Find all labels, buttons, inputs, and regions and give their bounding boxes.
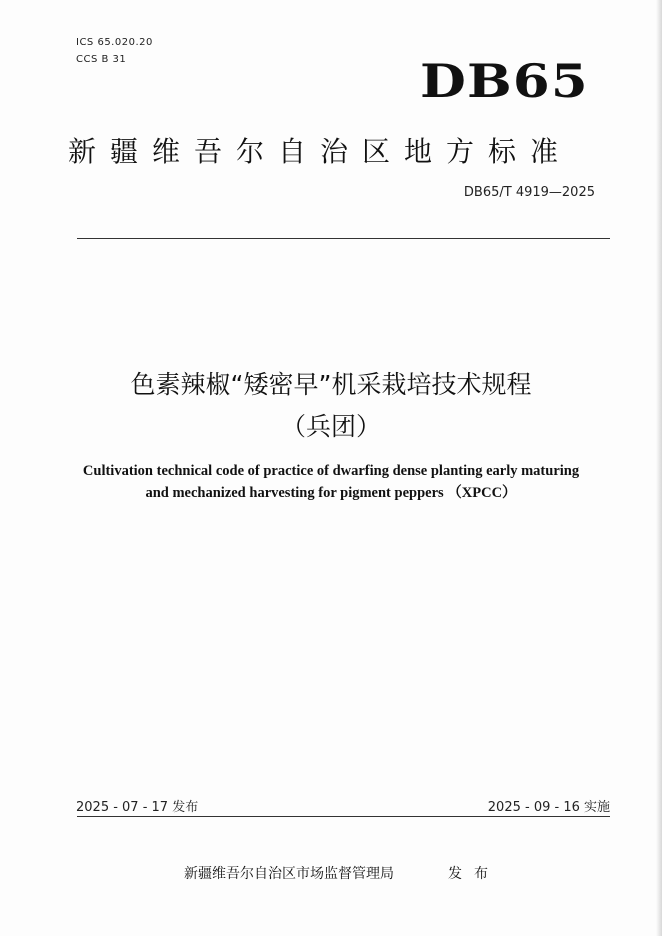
- document-title-cn: 色素辣椒“矮密早”机采栽培技术规程: [130, 370, 532, 399]
- standard-number: DB65/T 4919—2025: [463, 185, 595, 200]
- ics-code: ICS 65.020.20: [76, 37, 153, 48]
- document-title-en: [0, 460, 662, 504]
- standard-category-title: 新疆维吾尔自治区地方标准: [68, 135, 573, 168]
- implementation-date: 2025 - 09 - 16 实施: [487, 800, 610, 815]
- issue-date: 2025 - 07 - 17 发布: [76, 800, 199, 815]
- bottom-divider: [77, 816, 610, 817]
- ccs-code: CCS B 31: [76, 54, 127, 65]
- document-subtitle-cn: （兵团）: [280, 412, 381, 441]
- db65-logo: DB65: [420, 54, 589, 108]
- title-en-line-1: Cultivation technical code of practice of dwarfing dense planting early maturing: [82, 463, 580, 479]
- top-divider: [77, 238, 610, 239]
- issuing-authority: 新疆维吾尔自治区市场监督管理局: [184, 866, 394, 882]
- issuing-action: 发布: [448, 866, 500, 882]
- title-en-line-2: and mechanized harvesting for pigment peppers （XPCC）: [145, 485, 517, 501]
